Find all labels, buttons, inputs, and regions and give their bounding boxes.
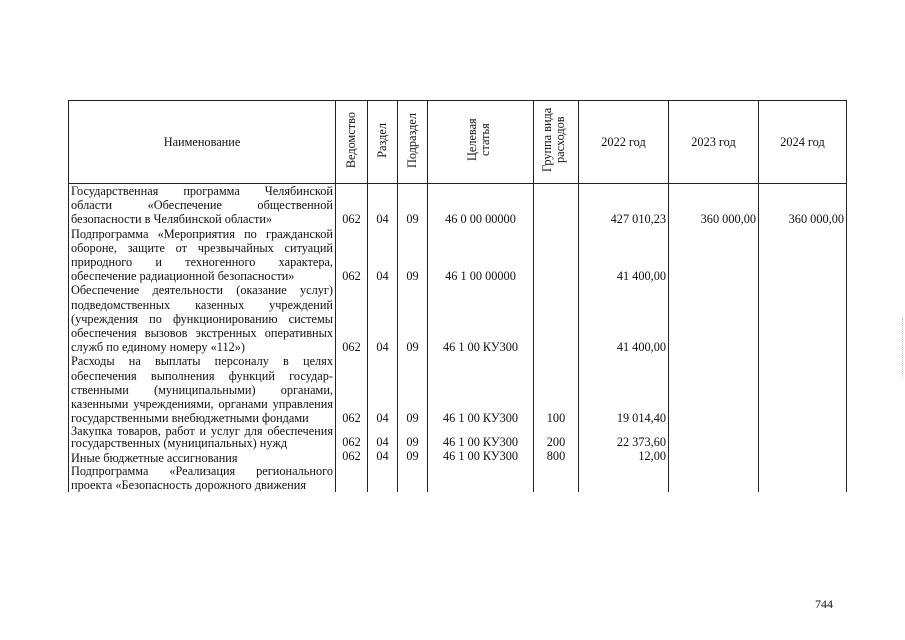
row-2024 [759,449,847,463]
row-name: Закупка товаров, работ и услуг для обеспечения государственных (муниципальных) нужд [69,425,336,449]
row-vedomstvo: 062 [336,227,368,284]
row-2023 [669,464,759,492]
row-name: Государственная программа Челябинской области «Обеспечение общественной безопасности в Челябинской области» [69,184,336,227]
row-2024 [759,283,847,354]
row-podrazdel: 09 [398,184,428,227]
row-celevaya [428,464,534,492]
row-2022 [579,464,669,492]
row-name: Расходы на выплаты персоналу в целях обеспечения выполнения функций государственными (муниципальными) органами, казенными учреждениями, органами управления государственными внебюджетными фондами [69,354,336,425]
row-2023 [669,227,759,284]
table-row [69,449,847,463]
row-celevaya: 46 1 00 КУ300 [428,425,534,449]
header-2024: 2024 год [759,101,847,184]
row-gruppa [534,464,579,492]
row-name: Подпрограмма «Мероприятия по гражданской обороне, защите от чрезвычайных ситуаций природного и техногенного характера, обеспечение радиационной безопасности» [69,227,336,284]
row-2023 [669,354,759,425]
row-podrazdel: 09 [398,425,428,449]
row-podrazdel: 09 [398,354,428,425]
row-2024 [759,227,847,284]
row-2022: 427 010,23 [579,184,669,227]
row-2022: 22 373,60 [579,425,669,449]
row-2024 [759,425,847,449]
row-2023 [669,283,759,354]
row-2024: 360 000,00 [759,184,847,227]
row-celevaya: 46 1 00 КУ300 [428,449,534,463]
row-vedomstvo [336,464,368,492]
row-2022: 12,00 [579,449,669,463]
budget-table [68,100,847,492]
header-celevaya: Целевая статья [464,119,492,162]
row-gruppa: 200 [534,425,579,449]
row-2022: 19 014,40 [579,354,669,425]
row-razdel: 04 [368,227,398,284]
row-2023 [669,425,759,449]
row-razdel: 04 [368,283,398,354]
row-gruppa: 100 [534,354,579,425]
header-vedomstvo: Ведомство [344,112,358,169]
table-row [69,354,847,425]
row-vedomstvo: 062 [336,449,368,463]
row-2022: 41 400,00 [579,283,669,354]
table-row [69,227,847,284]
row-name: Подпрограмма «Реализация регионального проекта «Безопасность дорожного движения [69,464,336,492]
row-podrazdel [398,464,428,492]
table-row [69,464,847,492]
row-razdel [368,464,398,492]
header-razdel: Раздел [375,123,389,158]
row-vedomstvo: 062 [336,354,368,425]
header-2023: 2023 год [669,101,759,184]
row-podrazdel: 09 [398,227,428,284]
row-gruppa [534,283,579,354]
row-razdel: 04 [368,449,398,463]
row-celevaya: 46 1 00 КУ300 [428,283,534,354]
row-gruppa: 800 [534,449,579,463]
row-gruppa [534,227,579,284]
row-name: Иные бюджетные ассигнования [69,449,336,463]
table-row [69,425,847,449]
row-vedomstvo: 062 [336,425,368,449]
scan-artifact [902,318,904,378]
row-razdel: 04 [368,354,398,425]
header-name: Наименование [69,101,336,184]
row-podrazdel: 09 [398,283,428,354]
row-razdel: 04 [368,184,398,227]
row-vedomstvo: 062 [336,283,368,354]
table-header-row [69,101,847,184]
row-gruppa [534,184,579,227]
header-2022: 2022 год [579,101,669,184]
row-celevaya: 46 1 00 КУ300 [428,354,534,425]
header-podrazdel: Подраздел [405,112,419,168]
row-celevaya: 46 1 00 00000 [428,227,534,284]
page-number: 744 [815,597,833,611]
row-podrazdel: 09 [398,449,428,463]
row-2023 [669,449,759,463]
row-2023: 360 000,00 [669,184,759,227]
row-vedomstvo: 062 [336,184,368,227]
row-2024 [759,354,847,425]
row-razdel: 04 [368,425,398,449]
header-gruppa: Группа вида расходов [540,108,567,173]
row-2022: 41 400,00 [579,227,669,284]
row-celevaya: 46 0 00 00000 [428,184,534,227]
row-2024 [759,464,847,492]
table-row [69,283,847,354]
row-name: Обеспечение деятельности (оказание услуг) подведомственных казенных учреждений (учреждения по функционированию системы обеспечения вызовов экстренных оперативных служб по единому номеру «112») [69,283,336,354]
table-row [69,184,847,227]
